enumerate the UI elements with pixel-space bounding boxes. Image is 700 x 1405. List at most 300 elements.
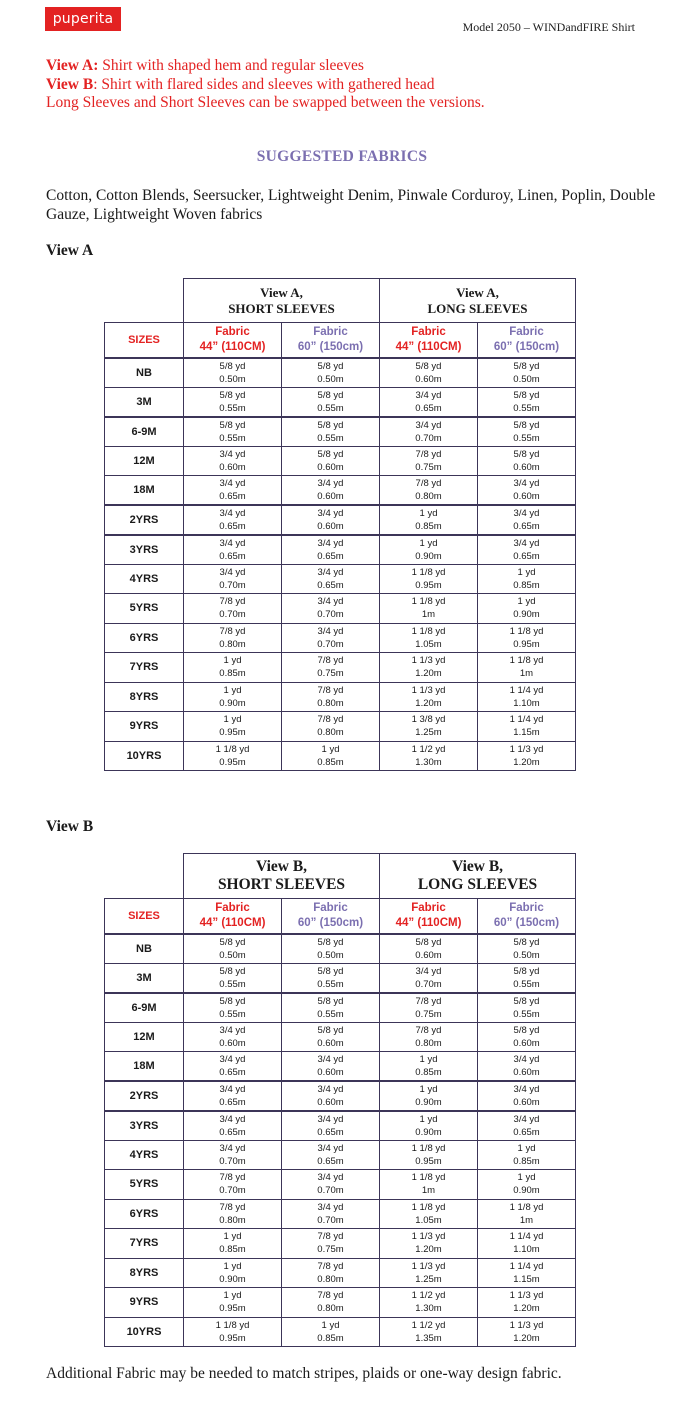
meters-value: 0.65m [219, 520, 246, 532]
yards-value: 3/4 yd [219, 537, 246, 549]
size-cell: 2YRS [105, 1081, 184, 1111]
meters-value: 0.95m [219, 1303, 246, 1315]
yardage-cell [184, 417, 282, 447]
meters-value: 1.20m [415, 668, 442, 680]
meters-value: 0.85m [317, 756, 344, 768]
meters-value: 0.95m [513, 638, 540, 650]
yards-value: 7/8 yd [415, 1024, 442, 1036]
yards-value: 7/8 yd [317, 1260, 344, 1272]
meters-value: 1.25m [415, 1273, 442, 1285]
yards-value: 1 1/8 yd [411, 1142, 446, 1154]
yardage-cell [380, 535, 478, 565]
yardage-cell [478, 446, 576, 476]
meters-value: 0.65m [317, 1155, 344, 1167]
yards-value: 7/8 yd [317, 655, 344, 667]
yards-value: 5/8 yd [513, 936, 540, 948]
yards-value: 5/8 yd [219, 965, 246, 977]
yards-value: 3/4 yd [513, 1083, 540, 1095]
yards-value: 5/8 yd [513, 965, 540, 977]
meters-value: 1.15m [513, 727, 540, 739]
yardage-cell [478, 682, 576, 712]
size-cell: 5YRS [105, 594, 184, 624]
table-row [105, 446, 576, 476]
yards-value: 1 1/4 yd [509, 684, 544, 696]
width-60-label: 60” (150cm) [493, 916, 560, 929]
footer-note: Additional Fabric may be needed to match stripes, plaids or one-way design fabric. [46, 1365, 562, 1382]
yards-value: 3/4 yd [219, 478, 246, 489]
yards-value: 1 yd [517, 596, 536, 608]
yardage-cell [282, 1081, 380, 1111]
yards-value: 3/4 yd [317, 1083, 344, 1095]
yards-value: 5/8 yd [317, 965, 344, 977]
yardage-cell [380, 993, 478, 1023]
view-b-short-line1: View B, [255, 858, 308, 875]
view-a-short-line2: SHORT SLEEVES [228, 300, 335, 316]
yardage-cell [478, 564, 576, 594]
yardage-cell [478, 1052, 576, 1082]
yards-value: 7/8 yd [317, 1231, 344, 1243]
width-44-label: 44” (110CM) [199, 340, 266, 353]
yards-value: 3/4 yd [415, 389, 442, 401]
yards-value: 3/4 yd [317, 625, 344, 637]
meters-value: 1.05m [415, 638, 442, 650]
yardage-cell [478, 993, 576, 1023]
yards-value: 3/4 yd [513, 507, 540, 519]
yards-value: 5/8 yd [513, 1024, 540, 1036]
yardage-cell [380, 476, 478, 506]
yardage-cell [478, 712, 576, 742]
yards-value: 1 1/2 yd [411, 1290, 446, 1302]
meters-value: 0.60m [317, 461, 344, 473]
yardage-cell [184, 682, 282, 712]
meters-value: 0.60m [317, 1067, 344, 1078]
size-cell: 7YRS [105, 1229, 184, 1259]
view-a-heading: View A [46, 242, 94, 259]
yards-value: 7/8 yd [415, 478, 442, 489]
meters-value: 0.80m [219, 638, 246, 650]
width-44-label: 44” (110CM) [395, 916, 462, 929]
table-row [105, 1111, 576, 1141]
meters-value: 0.70m [219, 1155, 246, 1167]
yardage-cell [478, 1170, 576, 1200]
width-60-label: 60” (150cm) [493, 340, 560, 353]
table-row [105, 564, 576, 594]
meters-value: 1.20m [415, 697, 442, 709]
yards-value: 1 yd [223, 655, 242, 667]
meters-value: 0.55m [317, 978, 344, 990]
yardage-cell [380, 1022, 478, 1052]
yardage-cell [184, 712, 282, 742]
yardage-cell [478, 1317, 576, 1347]
table-row [105, 963, 576, 993]
width-60-label: 60” (150cm) [297, 340, 364, 353]
yards-value: 1 1/2 yd [411, 743, 446, 755]
meters-value: 0.55m [219, 1008, 246, 1020]
width-44-label: 44” (110CM) [395, 340, 462, 353]
yardage-cell [282, 712, 380, 742]
meters-value: 1m [421, 609, 436, 621]
yards-value: 1 yd [419, 1054, 438, 1065]
yardage-cell [380, 505, 478, 535]
table-row [105, 505, 576, 535]
table-row [105, 1081, 576, 1111]
size-cell: 18M [105, 476, 184, 506]
view-a-long-line1: View A, [456, 284, 499, 300]
yardage-cell [282, 1258, 380, 1288]
table-row [105, 476, 576, 506]
view-b-short-sleeves-header [184, 854, 380, 899]
yardage-cell [380, 1258, 478, 1288]
meters-value: 0.60m [513, 1096, 540, 1108]
yards-value: 1 1/8 yd [215, 1319, 250, 1331]
yards-value: 1 1/8 yd [509, 655, 544, 667]
meters-value: 0.70m [415, 978, 442, 990]
meters-value: 1.35m [415, 1332, 442, 1344]
meters-value: 0.85m [513, 1155, 540, 1167]
yards-value: 1 1/8 yd [509, 625, 544, 637]
meters-value: 0.85m [219, 668, 246, 680]
yards-value: 3/4 yd [219, 566, 246, 578]
view-a-label: View A: [46, 57, 99, 74]
yardage-cell [282, 993, 380, 1023]
yardage-cell [282, 1170, 380, 1200]
meters-value: 0.90m [415, 1096, 442, 1108]
meters-value: 0.80m [415, 1037, 442, 1049]
yards-value: 5/8 yd [317, 360, 344, 372]
yardage-cell [282, 1140, 380, 1170]
meters-value: 1m [519, 1214, 534, 1226]
yards-value: 3/4 yd [219, 448, 246, 460]
meters-value: 0.60m [219, 1037, 246, 1049]
yards-value: 5/8 yd [317, 1024, 344, 1036]
meters-value: 0.60m [317, 520, 344, 532]
meters-value: 0.90m [415, 1126, 442, 1138]
yards-value: 1 3/8 yd [411, 714, 446, 726]
fabric-label: Fabric [215, 325, 250, 338]
fabric-60-header [478, 323, 576, 358]
meters-value: 0.60m [513, 1067, 540, 1078]
meters-value: 1.30m [415, 1303, 442, 1315]
view-a-fabric-table [104, 278, 576, 771]
view-b-fabric-table [104, 853, 576, 1347]
yardage-cell [478, 535, 576, 565]
yards-value: 3/4 yd [317, 537, 344, 549]
yards-value: 1 yd [419, 1113, 438, 1125]
fabric-label: Fabric [411, 901, 446, 914]
meters-value: 0.65m [415, 402, 442, 414]
size-cell: 9YRS [105, 1288, 184, 1318]
size-cell: 12M [105, 1022, 184, 1052]
fabric-60-header [478, 899, 576, 934]
meters-value: 0.95m [219, 1332, 246, 1344]
yardage-cell [184, 1052, 282, 1082]
meters-value: 0.80m [317, 697, 344, 709]
table-row [105, 712, 576, 742]
yardage-cell [282, 963, 380, 993]
table-row [105, 623, 576, 653]
yardage-cell [282, 623, 380, 653]
size-cell: 10YRS [105, 1317, 184, 1347]
yards-value: 1 yd [517, 1172, 536, 1184]
yards-value: 3/4 yd [219, 1054, 246, 1065]
meters-value: 1.20m [415, 1244, 442, 1256]
yards-value: 1 1/8 yd [411, 1172, 446, 1184]
yards-value: 5/8 yd [219, 360, 246, 372]
table-row [105, 1199, 576, 1229]
yardage-cell [478, 653, 576, 683]
yards-value: 3/4 yd [317, 1201, 344, 1213]
yardage-cell [184, 1199, 282, 1229]
fabric-label: Fabric [313, 325, 348, 338]
yards-value: 3/4 yd [317, 596, 344, 608]
yardage-cell [184, 505, 282, 535]
table-row [105, 535, 576, 565]
yards-value: 3/4 yd [317, 507, 344, 519]
table-row [105, 1170, 576, 1200]
yards-value: 5/8 yd [219, 419, 246, 431]
yards-value: 1 yd [223, 1231, 242, 1243]
yardage-cell [478, 594, 576, 624]
meters-value: 0.50m [513, 949, 540, 961]
view-a-long-sleeves-header [380, 279, 576, 323]
yards-value: 5/8 yd [513, 448, 540, 460]
table-row [105, 1317, 576, 1347]
yardage-cell [282, 1111, 380, 1141]
yardage-cell [184, 1258, 282, 1288]
fabric-44-header [184, 899, 282, 934]
yardage-cell [184, 1111, 282, 1141]
meters-value: 0.70m [219, 1185, 246, 1197]
meters-value: 0.75m [317, 1244, 344, 1256]
meters-value: 0.50m [317, 373, 344, 385]
meters-value: 0.90m [219, 697, 246, 709]
meters-value: 0.70m [219, 579, 246, 591]
size-cell: 3M [105, 963, 184, 993]
yards-value: 3/4 yd [415, 419, 442, 431]
yardage-cell [282, 358, 380, 388]
yardage-cell [478, 1081, 576, 1111]
meters-value: 0.60m [415, 373, 442, 385]
view-a-short-line1: View A, [260, 284, 303, 300]
size-cell: 6-9M [105, 417, 184, 447]
yards-value: 1 1/3 yd [411, 1231, 446, 1243]
size-cell: 12M [105, 446, 184, 476]
sizes-header: SIZES [105, 323, 184, 358]
meters-value: 0.80m [415, 491, 442, 502]
view-b-heading: View B [46, 818, 94, 835]
size-cell: 18M [105, 1052, 184, 1082]
yardage-cell [380, 1199, 478, 1229]
yards-value: 1 1/3 yd [509, 1319, 544, 1331]
meters-value: 0.65m [317, 550, 344, 562]
meters-value: 0.95m [219, 756, 246, 768]
meters-value: 0.65m [317, 579, 344, 591]
table-row [105, 594, 576, 624]
yardage-cell [380, 963, 478, 993]
meters-value: 0.55m [219, 432, 246, 444]
yardage-cell [478, 1288, 576, 1318]
yards-value: 7/8 yd [317, 684, 344, 696]
meters-value: 0.95m [415, 579, 442, 591]
yards-value: 1 1/8 yd [411, 596, 446, 608]
meters-value: 0.70m [317, 1214, 344, 1226]
table-row [105, 1052, 576, 1082]
yardage-cell [380, 1288, 478, 1318]
view-descriptions [46, 57, 485, 113]
yardage-cell [478, 1199, 576, 1229]
yardage-cell [282, 505, 380, 535]
yards-value: 1 yd [223, 684, 242, 696]
width-44-label: 44” (110CM) [199, 916, 266, 929]
yardage-cell [478, 623, 576, 653]
yardage-cell [282, 934, 380, 964]
yardage-cell [184, 594, 282, 624]
yards-value: 5/8 yd [317, 448, 344, 460]
yardage-cell [478, 417, 576, 447]
yardage-cell [380, 1111, 478, 1141]
yards-value: 3/4 yd [513, 1113, 540, 1125]
yardage-cell [184, 963, 282, 993]
meters-value: 0.80m [317, 1303, 344, 1315]
meters-value: 0.50m [219, 373, 246, 385]
yards-value: 3/4 yd [317, 1054, 344, 1065]
yards-value: 5/8 yd [219, 389, 246, 401]
meters-value: 0.70m [317, 1185, 344, 1197]
brand-logo: puperita [45, 7, 121, 31]
yardage-cell [380, 1052, 478, 1082]
yardage-cell [380, 1170, 478, 1200]
fabric-label: Fabric [509, 901, 544, 914]
suggested-fabrics-text: Cotton, Cotton Blends, Seersucker, Lightweight Denim, Pinwale Corduroy, Linen, Poplin, Double Gauze, Lightweight Woven fabrics [46, 187, 656, 223]
yards-value: 3/4 yd [219, 1083, 246, 1095]
meters-value: 0.60m [317, 491, 344, 502]
meters-value: 0.90m [513, 1185, 540, 1197]
meters-value: 0.90m [513, 609, 540, 621]
yardage-cell [282, 535, 380, 565]
suggested-fabrics-title: SUGGESTED FABRICS [256, 148, 428, 165]
yardage-cell [478, 934, 576, 964]
yards-value: 1 yd [419, 507, 438, 519]
yardage-cell [380, 712, 478, 742]
yardage-cell [184, 1229, 282, 1259]
yards-value: 5/8 yd [415, 360, 442, 372]
yardage-cell [184, 934, 282, 964]
meters-value: 1.05m [415, 1214, 442, 1226]
yardage-cell [184, 1170, 282, 1200]
meters-value: 1.10m [513, 697, 540, 709]
yards-value: 1 1/8 yd [411, 566, 446, 578]
yardage-cell [282, 1229, 380, 1259]
meters-value: 0.55m [513, 402, 540, 414]
meters-value: 0.75m [415, 461, 442, 473]
yards-value: 1 yd [517, 1142, 536, 1154]
yardage-cell [184, 741, 282, 771]
yards-value: 1 1/4 yd [509, 714, 544, 726]
yardage-cell [478, 387, 576, 417]
sizes-header: SIZES [105, 899, 184, 934]
yardage-cell [184, 1140, 282, 1170]
meters-value: 0.70m [219, 609, 246, 621]
yards-value: 1 1/8 yd [509, 1201, 544, 1213]
yards-value: 7/8 yd [415, 448, 442, 460]
yards-value: 1 1/8 yd [215, 743, 250, 755]
meters-value: 0.90m [415, 550, 442, 562]
yardage-cell [282, 387, 380, 417]
yards-value: 5/8 yd [513, 419, 540, 431]
yards-value: 3/4 yd [513, 478, 540, 489]
meters-value: 0.65m [513, 1126, 540, 1138]
view-a-long-line2: LONG SLEEVES [427, 300, 528, 316]
yardage-cell [478, 358, 576, 388]
view-b-label: View B [46, 75, 94, 93]
fabric-label: Fabric [411, 325, 446, 338]
table-row [105, 417, 576, 447]
meters-value: 0.70m [317, 609, 344, 621]
yards-value: 1 1/3 yd [411, 684, 446, 696]
yardage-cell [282, 564, 380, 594]
meters-value: 0.90m [219, 1273, 246, 1285]
yards-value: 1 yd [419, 537, 438, 549]
yards-value: 5/8 yd [317, 389, 344, 401]
yardage-cell [380, 446, 478, 476]
yards-value: 7/8 yd [317, 1290, 344, 1302]
fabric-label: Fabric [215, 901, 250, 914]
yards-value: 1 1/2 yd [411, 1319, 446, 1331]
yards-value: 5/8 yd [513, 995, 540, 1007]
table-row [105, 1229, 576, 1259]
meters-value: 0.65m [219, 1067, 246, 1078]
meters-value: 0.65m [219, 491, 246, 502]
fabric-44-header [184, 323, 282, 358]
view-a-table-body [105, 358, 576, 771]
yards-value: 7/8 yd [219, 1201, 246, 1213]
yardage-cell [184, 1317, 282, 1347]
size-cell: 3M [105, 387, 184, 417]
yards-value: 1 1/8 yd [411, 625, 446, 637]
yards-value: 3/4 yd [317, 566, 344, 578]
corner-blank [105, 854, 184, 899]
meters-value: 0.65m [513, 520, 540, 532]
table-row [105, 993, 576, 1023]
view-b-text: : Shirt with flared sides and sleeves with gathered head [93, 75, 435, 93]
yardage-cell [380, 653, 478, 683]
yardage-cell [380, 1081, 478, 1111]
meters-value: 0.50m [317, 949, 344, 961]
meters-value: 0.60m [219, 461, 246, 473]
yards-value: 3/4 yd [219, 1024, 246, 1036]
fabric-60-header [282, 899, 380, 934]
yardage-cell [380, 564, 478, 594]
meters-value: 0.95m [415, 1155, 442, 1167]
meters-value: 0.80m [317, 727, 344, 739]
yardage-cell [282, 1022, 380, 1052]
fabric-label: Fabric [313, 901, 348, 914]
meters-value: 0.65m [219, 550, 246, 562]
yards-value: 1 yd [223, 1290, 242, 1302]
meters-value: 0.80m [219, 1214, 246, 1226]
yardage-cell [380, 594, 478, 624]
yards-value: 1 yd [517, 566, 536, 578]
yards-value: 3/4 yd [219, 507, 246, 519]
table-row [105, 1022, 576, 1052]
yards-value: 7/8 yd [317, 714, 344, 726]
meters-value: 0.55m [317, 402, 344, 414]
meters-value: 1.25m [415, 727, 442, 739]
table-row [105, 741, 576, 771]
yardage-cell [380, 1229, 478, 1259]
yards-value: 5/8 yd [415, 936, 442, 948]
meters-value: 0.60m [513, 1037, 540, 1049]
